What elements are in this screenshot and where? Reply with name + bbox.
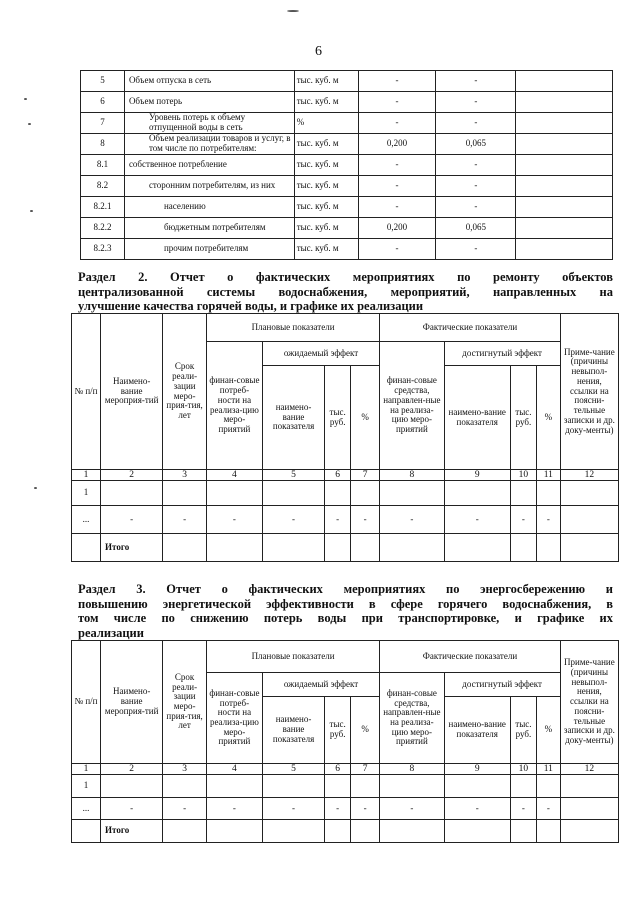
dots-cell: - [163, 798, 207, 820]
section-3-title-line: повышению энергетической эффективности в сфере горячего водоснабжения, в [78, 596, 613, 611]
empty-cell [163, 534, 207, 562]
total-label: Итого [101, 534, 163, 562]
planned-value: - [358, 239, 436, 260]
actual-value: - [436, 239, 516, 260]
empty-cell [510, 820, 536, 843]
scan-mark [28, 123, 31, 125]
header-expected-effect: ожидаемый эффект [262, 673, 379, 697]
column-number: 12 [560, 764, 618, 775]
dots-cell: - [163, 506, 207, 534]
column-number: 9 [444, 764, 510, 775]
table-row [72, 534, 619, 562]
column-number: 6 [325, 470, 351, 481]
empty-cell [560, 820, 618, 843]
empty-cell [380, 820, 444, 843]
column-number: 3 [163, 470, 207, 481]
header-percent: % [536, 697, 560, 764]
column-number: 6 [325, 764, 351, 775]
section-3-title-line: реализации [78, 625, 144, 640]
dots-cell: - [206, 506, 262, 534]
row-number: 8.2.3 [81, 239, 125, 260]
scan-mark [24, 98, 27, 100]
dots-cell: - [351, 798, 380, 820]
empty-cell [325, 820, 351, 843]
column-number: 12 [560, 470, 618, 481]
section-2-title-line: улучшение качества горячей воды, и графике их реализации [78, 299, 424, 313]
table-row [72, 764, 619, 775]
empty-cell [351, 775, 380, 798]
unit: тыс. куб. м [294, 197, 358, 218]
table-row [81, 92, 613, 113]
indicator-name: собственное потребление [124, 155, 294, 176]
header-expected-effect: ожидаемый эффект [262, 342, 379, 366]
table-row [81, 113, 613, 134]
header-actual: Фактические показатели [380, 314, 561, 342]
header-thous-rub: тыс. руб. [325, 697, 351, 764]
column-number: 2 [101, 470, 163, 481]
header-term: Срок реали-зации меро-прия-тия, лет [163, 314, 207, 470]
empty-cell [262, 820, 324, 843]
planned-value: 0,200 [358, 134, 436, 155]
indicator-name: Объем отпуска в сеть [124, 71, 294, 92]
section-3-title-line: Раздел 3. Отчет о фактических мероприятиях по энергосбережению и [78, 582, 613, 596]
empty-cell [516, 176, 613, 197]
planned-value: - [358, 92, 436, 113]
scan-mark [287, 10, 299, 12]
unit: тыс. куб. м [294, 155, 358, 176]
section-2-title [78, 270, 613, 314]
header-plan-finance: финан-совые потреб-ности на реализа-цию меро-приятий [206, 342, 262, 470]
column-number: 4 [206, 470, 262, 481]
dots-cell: - [101, 506, 163, 534]
column-number: 9 [444, 470, 510, 481]
table-row [72, 775, 619, 798]
dots-cell: - [101, 798, 163, 820]
dots-cell: - [262, 506, 324, 534]
table-row [81, 218, 613, 239]
empty-cell [325, 534, 351, 562]
planned-value: - [358, 155, 436, 176]
empty-cell [101, 775, 163, 798]
column-number: 5 [262, 470, 324, 481]
table-row [81, 239, 613, 260]
row-number: 7 [81, 113, 125, 134]
scan-mark [34, 487, 37, 489]
table-row [72, 481, 619, 506]
empty-cell [516, 239, 613, 260]
empty-cell [380, 775, 444, 798]
row-number: 1 [72, 775, 101, 798]
actual-value: - [436, 155, 516, 176]
dots-cell: - [380, 506, 444, 534]
indicator-name: Уровень потерь к объему отпущенной воды в сеть [124, 113, 294, 134]
empty-cell [510, 775, 536, 798]
table-row [81, 197, 613, 218]
empty-cell [516, 71, 613, 92]
header-percent: % [351, 697, 380, 764]
row-number: 8 [81, 134, 125, 155]
actual-value: - [436, 71, 516, 92]
header-term: Срок реали-зации меро-прия-тия, лет [163, 641, 207, 764]
row-number: 8.2.1 [81, 197, 125, 218]
table-row [81, 176, 613, 197]
dots-cell: - [351, 506, 380, 534]
empty-cell [516, 197, 613, 218]
empty-cell [516, 218, 613, 239]
planned-value: - [358, 71, 436, 92]
unit: тыс. куб. м [294, 218, 358, 239]
empty-cell [206, 775, 262, 798]
column-number: 7 [351, 470, 380, 481]
section-3-title-line: том числе по снижению потерь воды при транспортировке, и графике их [78, 611, 613, 625]
header-percent: % [351, 366, 380, 470]
empty-cell [560, 481, 618, 506]
dots-cell: ... [72, 506, 101, 534]
empty-cell [536, 775, 560, 798]
empty-cell [101, 481, 163, 506]
empty-cell [380, 481, 444, 506]
total-label: Итого [101, 820, 163, 843]
header-num: № п/п [72, 641, 101, 764]
header-note: Приме-чание (причины невыпол-нения, ссылки на поясни-тельные записки и др. доку-менты) [560, 314, 618, 470]
indicator-name: бюджетным потребителям [124, 218, 294, 239]
section-2-title-line: централизованной системы водоснабжения, мероприятий, направленных на [78, 284, 613, 299]
actual-value: 0,065 [436, 134, 516, 155]
dots-cell: - [444, 506, 510, 534]
column-number: 8 [380, 470, 444, 481]
empty-cell [325, 775, 351, 798]
column-number: 1 [72, 764, 101, 775]
actual-value: - [436, 176, 516, 197]
table-row [72, 470, 619, 481]
planned-value: - [358, 176, 436, 197]
unit: тыс. куб. м [294, 239, 358, 260]
column-number: 8 [380, 764, 444, 775]
header-plan-finance: финан-совые потреб-ности на реализа-цию меро-приятий [206, 673, 262, 764]
empty-cell [510, 481, 536, 506]
unit: % [294, 113, 358, 134]
dots-cell: - [510, 506, 536, 534]
header-percent: % [536, 366, 560, 470]
empty-cell [206, 820, 262, 843]
unit: тыс. куб. м [294, 134, 358, 155]
header-planned: Плановые показатели [206, 641, 379, 673]
header-actual: Фактические показатели [380, 641, 561, 673]
dots-cell: - [536, 506, 560, 534]
section-2-events-table [71, 313, 619, 562]
empty-cell [516, 92, 613, 113]
header-indicator-name: наимено-вание показателя [262, 697, 324, 764]
empty-cell [163, 775, 207, 798]
header-fact-finance: финан-совые средства, направлен-ные на реализа-цию меро-приятий [380, 673, 444, 764]
empty-cell [516, 113, 613, 134]
empty-cell [444, 820, 510, 843]
dots-cell: - [325, 506, 351, 534]
column-number: 11 [536, 470, 560, 481]
empty-cell [536, 820, 560, 843]
table-row [81, 71, 613, 92]
empty-cell [444, 481, 510, 506]
empty-cell [351, 481, 380, 506]
planned-value: - [358, 197, 436, 218]
indicator-name: Объем потерь [124, 92, 294, 113]
column-number: 11 [536, 764, 560, 775]
dots-cell: - [536, 798, 560, 820]
planned-value: 0,200 [358, 218, 436, 239]
actual-value: - [436, 197, 516, 218]
unit: тыс. куб. м [294, 176, 358, 197]
unit: тыс. куб. м [294, 92, 358, 113]
empty-cell [325, 481, 351, 506]
column-number: 10 [510, 470, 536, 481]
empty-cell [351, 534, 380, 562]
dots-cell: ... [72, 798, 101, 820]
actual-value: 0,065 [436, 218, 516, 239]
empty-cell [516, 134, 613, 155]
column-number: 5 [262, 764, 324, 775]
indicator-name: населению [124, 197, 294, 218]
section-3-title [78, 582, 613, 640]
unit: тыс. куб. м [294, 71, 358, 92]
empty-cell [351, 820, 380, 843]
volumes-table [80, 70, 613, 260]
row-number: 8.2.2 [81, 218, 125, 239]
row-number: 1 [72, 481, 101, 506]
header-event-name: Наимено-вание мероприя-тий [101, 641, 163, 764]
planned-value: - [358, 113, 436, 134]
empty-cell [536, 481, 560, 506]
dots-cell: - [380, 798, 444, 820]
table-row [72, 314, 619, 342]
header-achieved-effect: достигнутый эффект [444, 673, 560, 697]
page-number: 6 [315, 44, 322, 59]
section-2-title-line: Раздел 2. Отчет о фактических мероприятиях по ремонту объектов [78, 270, 613, 284]
scan-mark [30, 210, 33, 212]
header-indicator-name: наимено-вание показателя [262, 366, 324, 470]
header-event-name: Наимено-вание мероприя-тий [101, 314, 163, 470]
empty-cell [262, 534, 324, 562]
empty-cell [560, 534, 618, 562]
table-row [72, 641, 619, 673]
table-row [81, 155, 613, 176]
empty-cell [262, 775, 324, 798]
empty-cell [206, 534, 262, 562]
actual-value: - [436, 113, 516, 134]
empty-cell [536, 534, 560, 562]
header-thous-rub: тыс. руб. [510, 697, 536, 764]
column-number: 4 [206, 764, 262, 775]
empty-cell [380, 534, 444, 562]
header-achieved-effect: достигнутый эффект [444, 342, 560, 366]
column-number: 1 [72, 470, 101, 481]
row-number: 6 [81, 92, 125, 113]
table-row [81, 134, 613, 155]
actual-value: - [436, 92, 516, 113]
empty-cell [444, 534, 510, 562]
dots-cell: - [325, 798, 351, 820]
header-indicator-name: наимено-вание показателя [444, 366, 510, 470]
dots-cell: - [444, 798, 510, 820]
dots-cell: - [510, 798, 536, 820]
indicator-name: Объем реализации товаров и услуг, в том числе по потребителям: [124, 134, 294, 155]
dots-cell: - [206, 798, 262, 820]
header-thous-rub: тыс. руб. [325, 366, 351, 470]
table-row [72, 798, 619, 820]
row-number: 8.1 [81, 155, 125, 176]
indicator-name: прочим потребителям [124, 239, 294, 260]
empty-cell [444, 775, 510, 798]
empty-cell [72, 534, 101, 562]
table-row [72, 506, 619, 534]
indicator-name: сторонним потребителям, из них [124, 176, 294, 197]
dots-cell: - [262, 798, 324, 820]
column-number: 2 [101, 764, 163, 775]
empty-cell [510, 534, 536, 562]
empty-cell [206, 481, 262, 506]
row-number: 8.2 [81, 176, 125, 197]
header-thous-rub: тыс. руб. [510, 366, 536, 470]
section-3-events-table [71, 640, 619, 843]
header-num: № п/п [72, 314, 101, 470]
empty-cell [163, 820, 207, 843]
column-number: 10 [510, 764, 536, 775]
column-number: 3 [163, 764, 207, 775]
table-row [72, 820, 619, 843]
header-indicator-name: наимено-вание показателя [444, 697, 510, 764]
header-fact-finance: финан-совые средства, направлен-ные на реализа-цию меро-приятий [380, 342, 444, 470]
row-number: 5 [81, 71, 125, 92]
dots-cell [560, 798, 618, 820]
column-number: 7 [351, 764, 380, 775]
empty-cell [516, 155, 613, 176]
header-note: Приме-чание (причины невыпол-нения, ссылки на поясни-тельные записки и др. доку-менты) [560, 641, 618, 764]
empty-cell [560, 775, 618, 798]
empty-cell [262, 481, 324, 506]
empty-cell [163, 481, 207, 506]
dots-cell [560, 506, 618, 534]
header-planned: Плановые показатели [206, 314, 379, 342]
empty-cell [72, 820, 101, 843]
